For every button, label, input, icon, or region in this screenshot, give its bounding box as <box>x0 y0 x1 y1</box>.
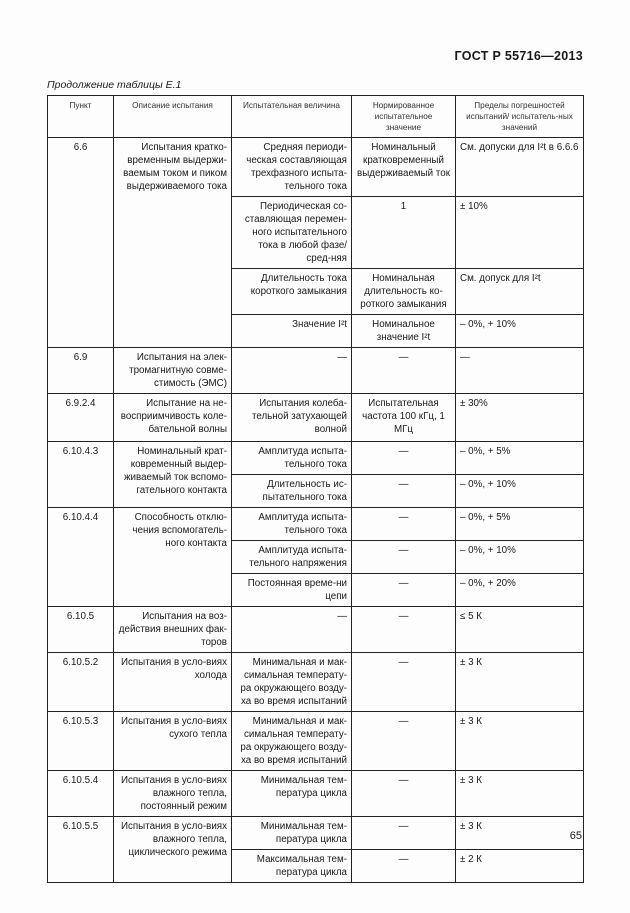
table-row <box>48 653 584 712</box>
tolerance-limit: – 0%, + 10% <box>456 541 584 574</box>
tolerance-limit: ± 3 К <box>456 653 584 712</box>
rated-test-value: — <box>352 475 456 508</box>
test-description: Испытания в усло-виях холода <box>114 653 232 712</box>
tolerance-limit: ± 3 К <box>456 712 584 771</box>
rated-test-value: — <box>352 541 456 574</box>
clause-number: 6.10.5.3 <box>48 712 114 771</box>
rated-test-value: Номинальный кратковременный выдерживаемый ток <box>352 138 456 197</box>
table-row <box>48 442 584 475</box>
test-quantity: Минимальная и мак-симальная температу-ра окружающего возду-ха во время испытаний <box>232 653 352 712</box>
rated-test-value: Испытательная частота 100 кГц, 1 МГц <box>352 394 456 442</box>
clause-number: 6.10.5 <box>48 607 114 653</box>
test-quantity: Постоянная време-ни цепи <box>232 574 352 607</box>
table-caption: Продолжение таблицы Е.1 <box>47 79 182 91</box>
page-number: 65 <box>569 830 582 842</box>
test-quantity: Минимальная тем-пература цикла <box>232 817 352 850</box>
rated-test-value: — <box>352 850 456 883</box>
test-description: Испытания в усло-виях влажного тепла, циклического режима <box>114 817 232 883</box>
col-header-description: Описание испытания <box>114 96 232 138</box>
clause-number: 6.10.5.4 <box>48 771 114 817</box>
table-row <box>48 817 584 850</box>
test-description: Испытания на элек-тромагнитную совме-стимость (ЭМС) <box>114 348 232 394</box>
tolerance-limit: ± 10% <box>456 197 584 269</box>
tolerance-limit: См. допуск для I²t <box>456 269 584 315</box>
rated-test-value: — <box>352 442 456 475</box>
clause-number: 6.10.4.4 <box>48 508 114 607</box>
tolerance-limit: — <box>456 348 584 394</box>
test-description: Испытания в усло-виях влажного тепла, постоянный режим <box>114 771 232 817</box>
tolerance-limit: – 0%, + 20% <box>456 574 584 607</box>
test-quantity: Длительность тока короткого замыкания <box>232 269 352 315</box>
rated-test-value: — <box>352 607 456 653</box>
test-description: Испытания кратко-временным выдержи-ваемым током и пиком выдерживаемого тока <box>114 138 232 348</box>
table-row <box>48 607 584 653</box>
test-quantity: Средняя периоди-ческая составляющая трехфазного испыта-тельного тока <box>232 138 352 197</box>
test-table <box>47 95 584 883</box>
table-row <box>48 394 584 442</box>
table-row <box>48 508 584 541</box>
table-row <box>48 138 584 197</box>
col-header-quantity: Испытательная величина <box>232 96 352 138</box>
clause-number: 6.10.5.5 <box>48 817 114 883</box>
col-header-value: Нормированное испытательное значение <box>352 96 456 138</box>
test-quantity: — <box>232 607 352 653</box>
tolerance-limit: – 0%, + 10% <box>456 475 584 508</box>
clause-number: 6.6 <box>48 138 114 348</box>
clause-number: 6.9.2.4 <box>48 394 114 442</box>
test-description: Номинальный крат-ковременный выдер-живаемый ток вспомо-гательного контакта <box>114 442 232 508</box>
tolerance-limit: – 0%, + 5% <box>456 442 584 475</box>
test-description: Способность отклю-чения вспомогатель-ного контакта <box>114 508 232 607</box>
test-description: Испытания на воз-действия внешних фак-торов <box>114 607 232 653</box>
rated-test-value: — <box>352 817 456 850</box>
rated-test-value: Номинальное значение I²t <box>352 315 456 348</box>
test-quantity: Максимальная тем-пература цикла <box>232 850 352 883</box>
rated-test-value: — <box>352 348 456 394</box>
rated-test-value: — <box>352 653 456 712</box>
test-quantity: Длительность ис-пытательного тока <box>232 475 352 508</box>
col-header-tolerance: Пределы погрешностей испытаний/ испытатель-ных значений <box>456 96 584 138</box>
test-quantity: Минимальная тем-пература цикла <box>232 771 352 817</box>
rated-test-value: 1 <box>352 197 456 269</box>
test-quantity: — <box>232 348 352 394</box>
clause-number: 6.9 <box>48 348 114 394</box>
tolerance-limit: – 0%, + 5% <box>456 508 584 541</box>
clause-number: 6.10.5.2 <box>48 653 114 712</box>
test-quantity: Амплитуда испыта-тельного тока <box>232 508 352 541</box>
tolerance-limit: ± 30% <box>456 394 584 442</box>
tolerance-limit: ± 2 К <box>456 850 584 883</box>
test-description: Испытания в усло-виях сухого тепла <box>114 712 232 771</box>
rated-test-value: — <box>352 574 456 607</box>
rated-test-value: Номинальная длительность ко-роткого замыкания <box>352 269 456 315</box>
test-quantity: Значение I²t <box>232 315 352 348</box>
rated-test-value: — <box>352 508 456 541</box>
tolerance-limit: ± 3 К <box>456 817 584 850</box>
document-code: ГОСТ Р 55716—2013 <box>454 49 583 63</box>
table-row <box>48 771 584 817</box>
test-description: Испытание на не-восприимчивость коле-бательной волны <box>114 394 232 442</box>
test-quantity: Испытания колеба-тельной затухающей волной <box>232 394 352 442</box>
rated-test-value: — <box>352 712 456 771</box>
table-row <box>48 712 584 771</box>
rated-test-value: — <box>352 771 456 817</box>
col-header-clause: Пункт <box>48 96 114 138</box>
clause-number: 6.10.4.3 <box>48 442 114 508</box>
tolerance-limit: См. допуски для I²t в 6.6.6 <box>456 138 584 197</box>
test-quantity: Минимальная и мак-симальная температу-ра окружающего возду-ха во время испытаний <box>232 712 352 771</box>
tolerance-limit: – 0%, + 10% <box>456 315 584 348</box>
tolerance-limit: ± 3 К <box>456 771 584 817</box>
tolerance-limit: ≤ 5 К <box>456 607 584 653</box>
test-quantity: Амплитуда испыта-тельного тока <box>232 442 352 475</box>
table-row <box>48 348 584 394</box>
test-quantity: Амплитуда испыта-тельного напряжения <box>232 541 352 574</box>
test-quantity: Периодическая со-ставляющая перемен-ного испытательного тока в любой фазе/сред-няя <box>232 197 352 269</box>
